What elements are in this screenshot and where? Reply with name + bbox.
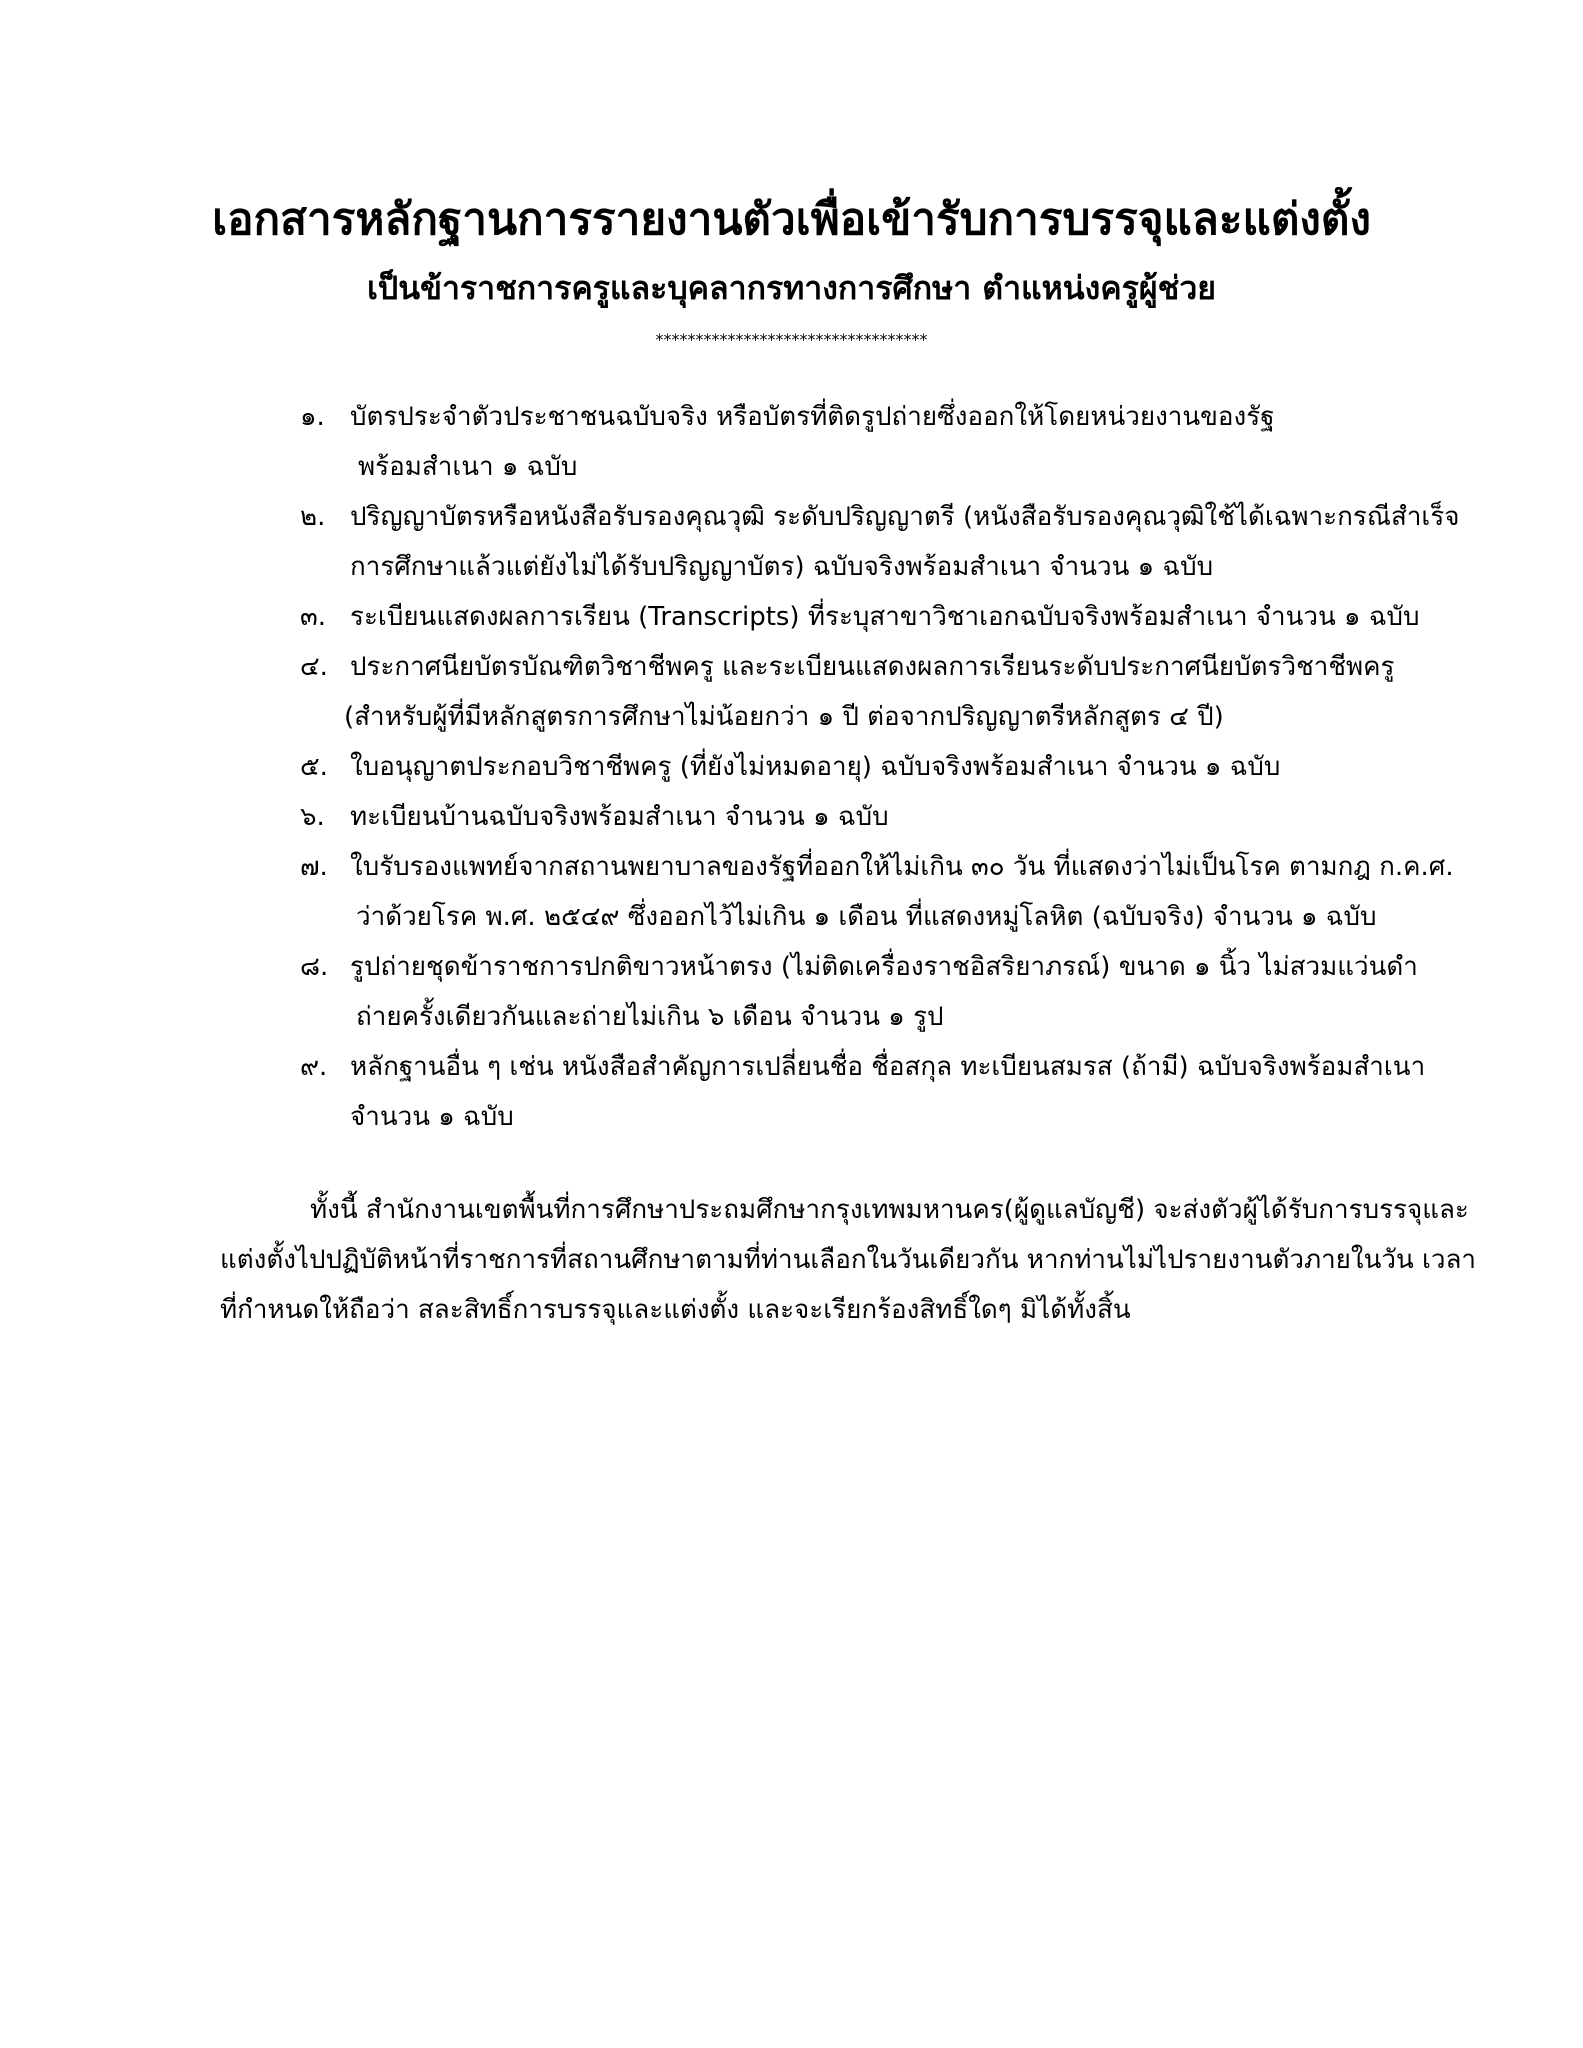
closing-line: ทั้งนี้ สำนักงานเขตพื้นที่การศึกษาประถมศึกษากรุงเทพมหานคร(ผู้ดูแลบัญชี) จะส่งตัวผู้ได้รับการบรรจุและ [310, 1195, 1469, 1225]
list-item-4 [300, 642, 1450, 742]
list-item-text: จำนวน ๑ ฉบับ [350, 1102, 514, 1132]
list-item-text: ปริญญาบัตรหรือหนังสือรับรองคุณวุฒิ ระดับปริญญาตรี (หนังสือรับรองคุณวุฒิใช้ได้เฉพาะกรณีสำเร็จ [350, 502, 1460, 532]
list-item-text: ทะเบียนบ้านฉบับจริงพร้อมสำเนา จำนวน ๑ ฉบับ [350, 802, 889, 832]
list-item-text: บัตรประจำตัวประชาชนฉบับจริง หรือบัตรที่ติดรูปถ่ายซึ่งออกให้โดยหน่วยงานของรัฐ [350, 402, 1275, 432]
list-item-number: ๖. [300, 802, 325, 832]
list-item-number: ๘. [300, 952, 329, 982]
list-item-number: ๗. [300, 852, 328, 882]
closing-paragraph [220, 1185, 1477, 1335]
list-item-text: ประกาศนียบัตรบัณฑิตวิชาชีพครู และระเบียนแสดงผลการเรียนระดับประกาศนียบัตรวิชาชีพครู [350, 652, 1395, 682]
list-item-text: ใบอนุญาตประกอบวิชาชีพครู (ที่ยังไม่หมดอายุ) ฉบับจริงพร้อมสำเนา จำนวน ๑ ฉบับ [350, 752, 1281, 782]
list-item-text: ถ่ายครั้งเดียวกันและถ่ายไม่เกิน ๖ เดือน จำนวน ๑ รูป [356, 1002, 944, 1032]
list-item-text: หลักฐานอื่น ๆ เช่น หนังสือสำคัญการเปลี่ยนชื่อ ชื่อสกุล ทะเบียนสมรส (ถ้ามี) ฉบับจริงพร้อมสำเนา [350, 1052, 1426, 1082]
list-item-7 [300, 842, 1454, 942]
list-item-text: ใบรับรองแพทย์จากสถานพยาบาลของรัฐที่ออกให้ไม่เกิน ๓๐ วัน ที่แสดงว่าไม่เป็นโรค ตามกฎ ก.ค.ศ. [350, 852, 1454, 882]
list-item-1 [300, 392, 1450, 492]
list-item-3 [300, 592, 1450, 642]
list-item-number: ๙. [300, 1052, 328, 1082]
separator-line: ********************************** [655, 330, 928, 349]
document-subtitle: เป็นข้าราชการครูและบุคลากรทางการศึกษา ตำแหน่งครูผู้ช่วย [366, 269, 1217, 307]
list-item-text: พร้อมสำเนา ๑ ฉบับ [358, 452, 578, 482]
list-item-text: (สำหรับผู้ที่มีหลักสูตรการศึกษาไม่น้อยกว่า ๑ ปี ต่อจากปริญญาตรีหลักสูตร ๔ ปี) [344, 702, 1224, 732]
list-item-text: การศึกษาแล้วแต่ยังไม่ได้รับปริญญาบัตร) ฉบับจริงพร้อมสำเนา จำนวน ๑ ฉบับ [350, 552, 1214, 582]
closing-line: แต่งตั้งไปปฏิบัติหน้าที่ราชการที่สถานศึกษาตามที่ท่านเลือกในวันเดียวกัน หากท่านไม่ไปรายงานตัวภายในวัน เวลา [220, 1245, 1477, 1275]
document-title: เอกสารหลักฐานการรายงานตัวเพื่อเข้ารับการบรรจุและแต่งตั้ง [212, 194, 1371, 245]
list-item-number: ๒. [300, 502, 326, 532]
list-item-2 [300, 492, 1460, 592]
list-item-text: ว่าด้วยโรค พ.ศ. ๒๕๔๙ ซึ่งออกไว้ไม่เกิน ๑ เดือน ที่แสดงหมู่โลหิต (ฉบับจริง) จำนวน ๑ ฉบับ [356, 902, 1377, 932]
list-item-8 [300, 942, 1450, 1042]
list-item-number: ๔. [300, 652, 328, 682]
list-item-9 [300, 1042, 1450, 1142]
list-item-number: ๕. [300, 752, 328, 782]
list-item-6 [300, 792, 1450, 842]
list-item-text: ระเบียนแสดงผลการเรียน (Transcripts) ที่ระบุสาขาวิชาเอกฉบับจริงพร้อมสำเนา จำนวน ๑ ฉบับ [350, 602, 1420, 632]
list-item-text: รูปถ่ายชุดข้าราชการปกติขาวหน้าตรง (ไม่ติดเครื่องราชอิสริยาภรณ์) ขนาด ๑ นิ้ว ไม่สวมแว่นดำ [350, 952, 1418, 982]
list-item-5 [300, 742, 1450, 792]
list-item-number: ๓. [300, 602, 327, 632]
list-item-number: ๑. [300, 402, 325, 432]
closing-line: ที่กำหนดให้ถือว่า สละสิทธิ์การบรรจุและแต่งตั้ง และจะเรียกร้องสิทธิ์ใดๆ มิได้ทั้งสิ้น [220, 1295, 1131, 1325]
